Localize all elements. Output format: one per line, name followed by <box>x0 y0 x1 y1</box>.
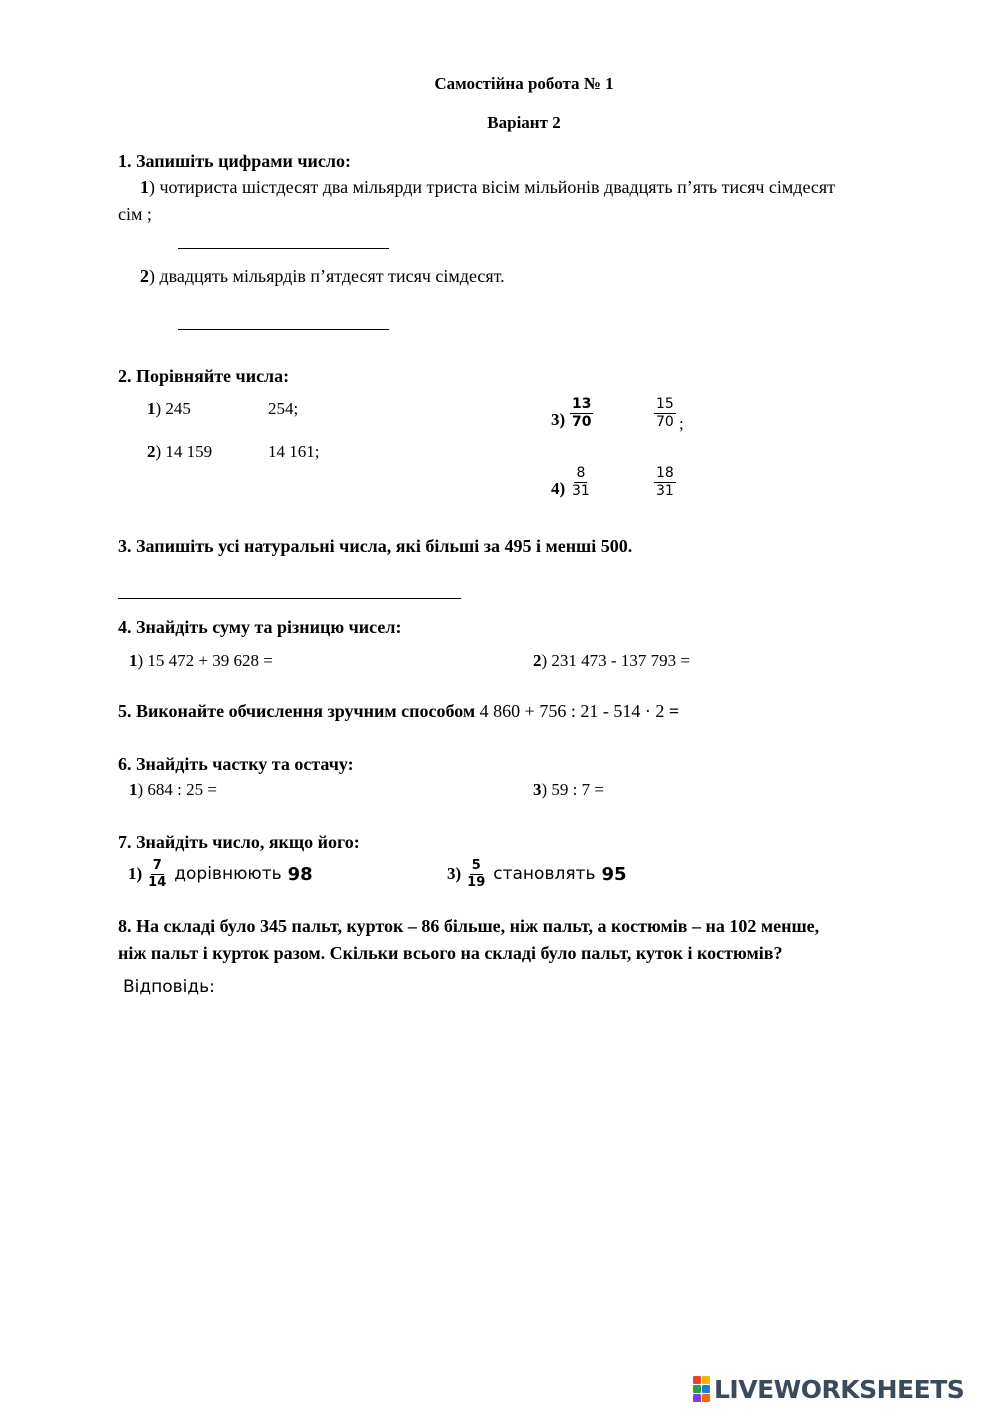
task1-item2-number: 2 <box>140 266 149 286</box>
task1-heading: 1. Запишіть цифрами число: <box>118 151 352 171</box>
task1-item2 <box>140 266 505 287</box>
task2-item3-fraction-b <box>654 397 676 429</box>
task6-item2 <box>533 780 604 800</box>
task5-equals: = <box>668 701 680 721</box>
task4-item1-label: 1 <box>129 651 138 670</box>
task7-heading: 7. Знайдіть число, якщо його: <box>118 832 360 852</box>
task2-item2-b: 14 161; <box>268 442 320 461</box>
task4-item2-label: 2 <box>533 651 542 670</box>
task6-item1-text: ) 684 : 25 = <box>137 780 217 799</box>
task2-item3-a-numerator: 13 <box>572 396 592 412</box>
task2-item4-b-numerator: 18 <box>656 465 674 481</box>
task2-item1-a: ) 245 <box>155 399 191 418</box>
task2-item2-a: ) 14 159 <box>155 442 213 461</box>
task2-item3-b-numerator: 15 <box>656 396 674 412</box>
task2-item3-tail: ; <box>679 414 684 433</box>
page-title: Самостійна робота № 1 <box>434 74 614 93</box>
task2-item1-label: 1 <box>147 399 156 418</box>
task6-item1 <box>129 780 217 800</box>
variant-title: Варіант 2 <box>487 113 561 132</box>
task7-item1-fraction <box>146 859 168 889</box>
task7-item1-text: дорівнюють <box>174 864 282 884</box>
task7-item2-numerator: 5 <box>471 857 481 873</box>
task7-item2-fraction <box>465 859 487 889</box>
task2-item4-a-denominator: 31 <box>572 482 590 499</box>
logo-blocks-icon <box>693 1376 710 1402</box>
task1-item1-continued: сім ; <box>118 204 152 224</box>
task2-item2 <box>147 442 212 462</box>
task7-item1 <box>128 854 313 894</box>
task1-item1 <box>140 177 835 198</box>
liveworksheets-logo <box>693 1374 964 1404</box>
task6-item2-label: 3 <box>533 780 542 799</box>
task2-item3-label: 3) <box>551 410 566 429</box>
task1-answer-line-2[interactable] <box>178 329 389 330</box>
task2-item4-label: 4) <box>551 479 566 498</box>
task7-item2-text: становлять <box>493 864 596 884</box>
task4-item1-text: ) 15 472 + 39 628 = <box>137 651 273 670</box>
task2-heading: 2. Порівняйте числа: <box>118 366 290 386</box>
task4-item2 <box>533 651 690 671</box>
task6-item2-text: ) 59 : 7 = <box>541 780 604 799</box>
task4-heading: 4. Знайдіть суму та різницю чисел: <box>118 617 402 637</box>
task8-answer-label: Відповідь: <box>123 977 215 997</box>
task2-item4-fraction-a <box>570 466 592 498</box>
task7-item1-value: 98 <box>287 863 313 885</box>
task4-item2-text: ) 231 473 - 137 793 = <box>541 651 690 670</box>
task2-item1-b: 254; <box>268 399 299 418</box>
task7-item2-value: 95 <box>601 863 627 885</box>
task5-expression: 4 860 + 756 : 21 - 514 · 2 <box>475 701 669 721</box>
task2-item1 <box>147 399 191 419</box>
task3-heading: 3. Запишіть усі натуральні числа, які більші за 495 і менші 500. <box>118 536 633 556</box>
task7-item1-label: 1) <box>128 864 143 883</box>
task8-line1: 8. На складі було 345 пальт, курток – 86 більше, ніж пальт, а костюмів – на 102 менше, <box>118 916 820 936</box>
task1-item2-text: ) двадцять мільярдів п’ятдесят тисяч сімдесят. <box>149 266 505 286</box>
task7-item1-numerator: 7 <box>152 857 162 873</box>
task8-line2: ніж пальт і курток разом. Скільки всього на складі було пальт, куток і костюмів? <box>118 943 783 963</box>
task5 <box>118 701 679 722</box>
logo-text: LIVEWORKSHEETS <box>714 1374 965 1404</box>
task1-item1-number: 1 <box>140 177 149 197</box>
task7-item2-denominator: 19 <box>467 874 486 890</box>
task7-item1-denominator: 14 <box>148 874 167 890</box>
task2-item3-fraction-a <box>570 397 593 429</box>
task2-item4-a-numerator: 8 <box>576 465 586 481</box>
task7-item2-label: 3) <box>447 864 462 883</box>
task6-heading: 6. Знайдіть частку та остачу: <box>118 754 354 774</box>
task7-item2 <box>447 854 627 894</box>
task6-item1-label: 1 <box>129 780 138 799</box>
task1-item1-text: ) чотириста шістдесят два мільярди триста вісім мільйонів двадцять п’ять тисяч сімдесят <box>149 177 836 197</box>
task5-heading: 5. Виконайте обчислення зручним способом <box>118 701 476 721</box>
task2-item4-fraction-b <box>654 466 676 498</box>
task2-item3-b-denominator: 70 <box>656 413 674 430</box>
task1-answer-line-1[interactable] <box>178 248 389 249</box>
task4-item1 <box>129 651 273 671</box>
task2-item2-label: 2 <box>147 442 156 461</box>
task2-item3-a-denominator: 70 <box>572 413 592 430</box>
task2-item4-b-denominator: 31 <box>656 482 674 499</box>
task3-answer-line[interactable] <box>118 598 461 599</box>
